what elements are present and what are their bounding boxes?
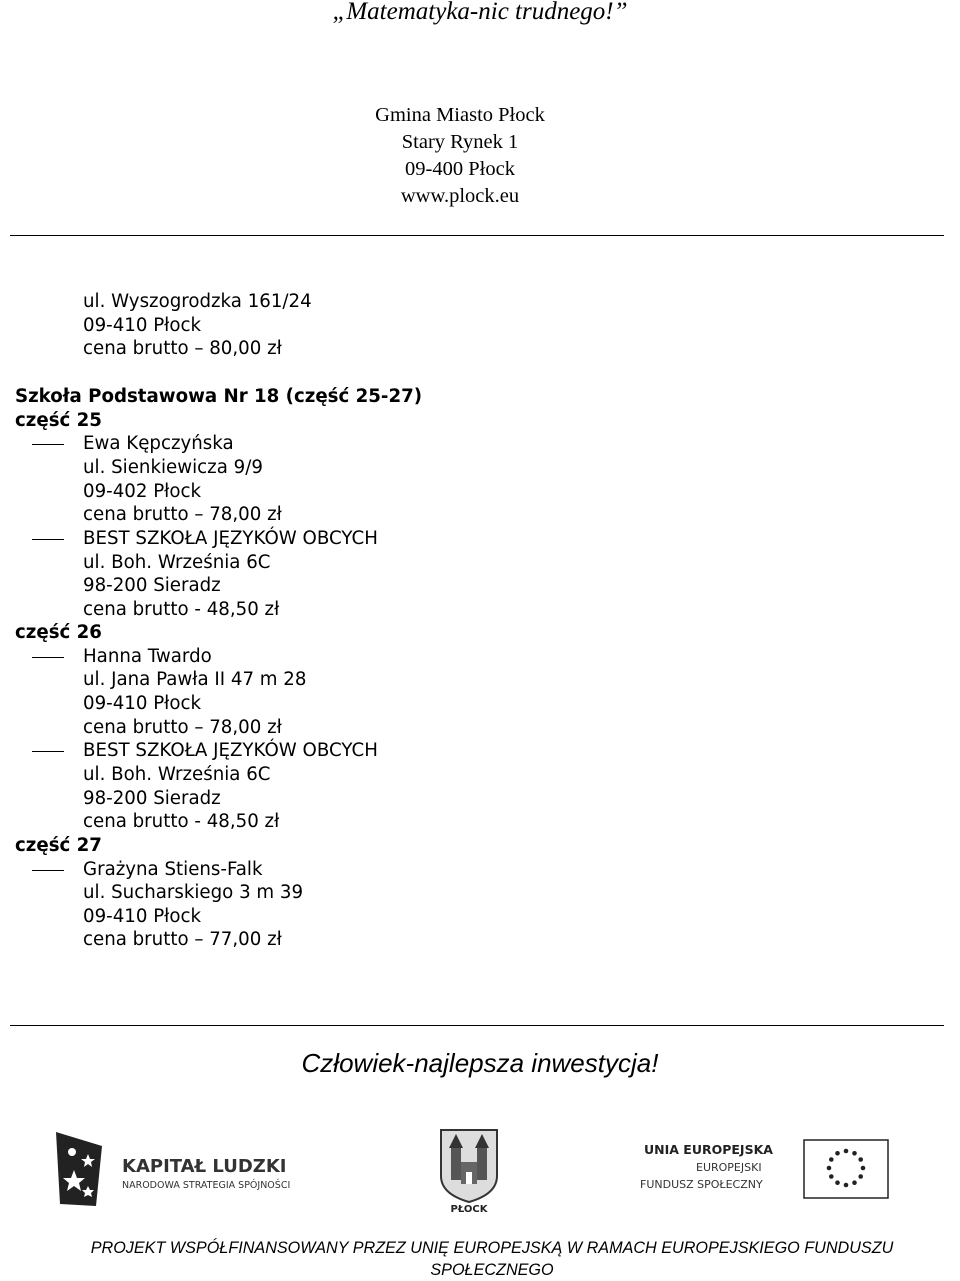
list-dash (32, 657, 64, 658)
eu-esf-logo (638, 1138, 890, 1200)
eu-flag-icon (804, 1140, 888, 1198)
list-dash (32, 444, 64, 445)
entry-line: ul. Sienkiewicza 9/9 (83, 457, 263, 478)
letterhead-address (0, 102, 920, 210)
footer-line: PROJEKT WSPÓŁFINANSOWANY PRZEZ UNIĘ EUROPEJSKĄ W RAMACH EUROPEJSKIEGO FUNDUSZU (90, 1239, 894, 1257)
entry-line: 98-200 Sieradz (83, 575, 221, 596)
entry-line: cena brutto – 77,00 zł (83, 929, 282, 950)
part-title: część 25 (15, 410, 102, 431)
entry-line: ul. Jana Pawła II 47 m 28 (83, 669, 307, 690)
entry-line: BEST SZKOŁA JĘZYKÓW OBCYCH (83, 740, 378, 761)
entry-line: cena brutto - 48,50 zł (83, 811, 280, 832)
project-footer (0, 1237, 960, 1281)
part-title: część 26 (15, 622, 102, 643)
entry-line: ul. Sucharskiego 3 m 39 (83, 882, 304, 903)
footer-line: SPOŁECZNEGO (430, 1261, 554, 1279)
entry-line: BEST SZKOŁA JĘZYKÓW OBCYCH (83, 528, 378, 549)
slogan: Człowiek-najlepsza inwestycja! (301, 1048, 659, 1078)
school-heading: Szkoła Podstawowa Nr 18 (część 25-27) (15, 386, 423, 407)
kapital-ludzki-subtitle: NARODOWA STRATEGIA SPÓJNOŚCI (122, 1180, 291, 1191)
entry-line: Ewa Kępczyńska (83, 433, 234, 454)
entry-line: Grażyna Stiens-Falk (83, 859, 263, 880)
castle-shield-icon (441, 1130, 497, 1202)
eu-line3: FUNDUSZ SPOŁECZNY (640, 1178, 763, 1191)
entry-line: 98-200 Sieradz (83, 788, 221, 809)
entry-line: 09-410 Płock (83, 906, 201, 927)
address-line: Gmina Miasto Płock (375, 104, 545, 126)
intro-line: 09-410 Płock (83, 315, 201, 336)
entry-line: cena brutto – 78,00 zł (83, 504, 282, 525)
entry-line: ul. Boh. Września 6C (83, 552, 271, 573)
entry-line: Hanna Twardo (83, 646, 212, 667)
plock-name: PŁOCK (450, 1204, 488, 1215)
entry-line: 09-402 Płock (83, 481, 201, 502)
entry-line: cena brutto - 48,50 zł (83, 599, 280, 620)
address-line: Stary Rynek 1 (401, 131, 519, 153)
kapital-ludzki-title: KAPITAŁ LUDZKI (122, 1156, 287, 1177)
eu-line2: EUROPEJSKI (696, 1161, 762, 1174)
intro-line: cena brutto – 80,00 zł (83, 338, 282, 359)
header-divider (10, 235, 944, 236)
entry-line: ul. Boh. Września 6C (83, 764, 271, 785)
address-line: www.plock.eu (400, 185, 520, 207)
list-dash (32, 539, 64, 540)
eu-line1: UNIA EUROPEJSKA (644, 1142, 773, 1157)
list-dash (32, 870, 64, 871)
entry-line: 09-410 Płock (83, 693, 201, 714)
list-dash (32, 751, 64, 752)
entry-line: cena brutto – 78,00 zł (83, 717, 282, 738)
intro-line: ul. Wyszogrodzka 161/24 (83, 291, 312, 312)
part-title: część 27 (15, 835, 102, 856)
kapital-ludzki-emblem-icon (56, 1132, 102, 1206)
plock-coat-of-arms (437, 1124, 501, 1216)
address-line: 09-400 Płock (405, 158, 515, 180)
page-motto: „Matematyka-nic trudnego!” (332, 0, 628, 25)
footer-divider (10, 1025, 944, 1026)
kapital-ludzki-logo (52, 1128, 322, 1208)
